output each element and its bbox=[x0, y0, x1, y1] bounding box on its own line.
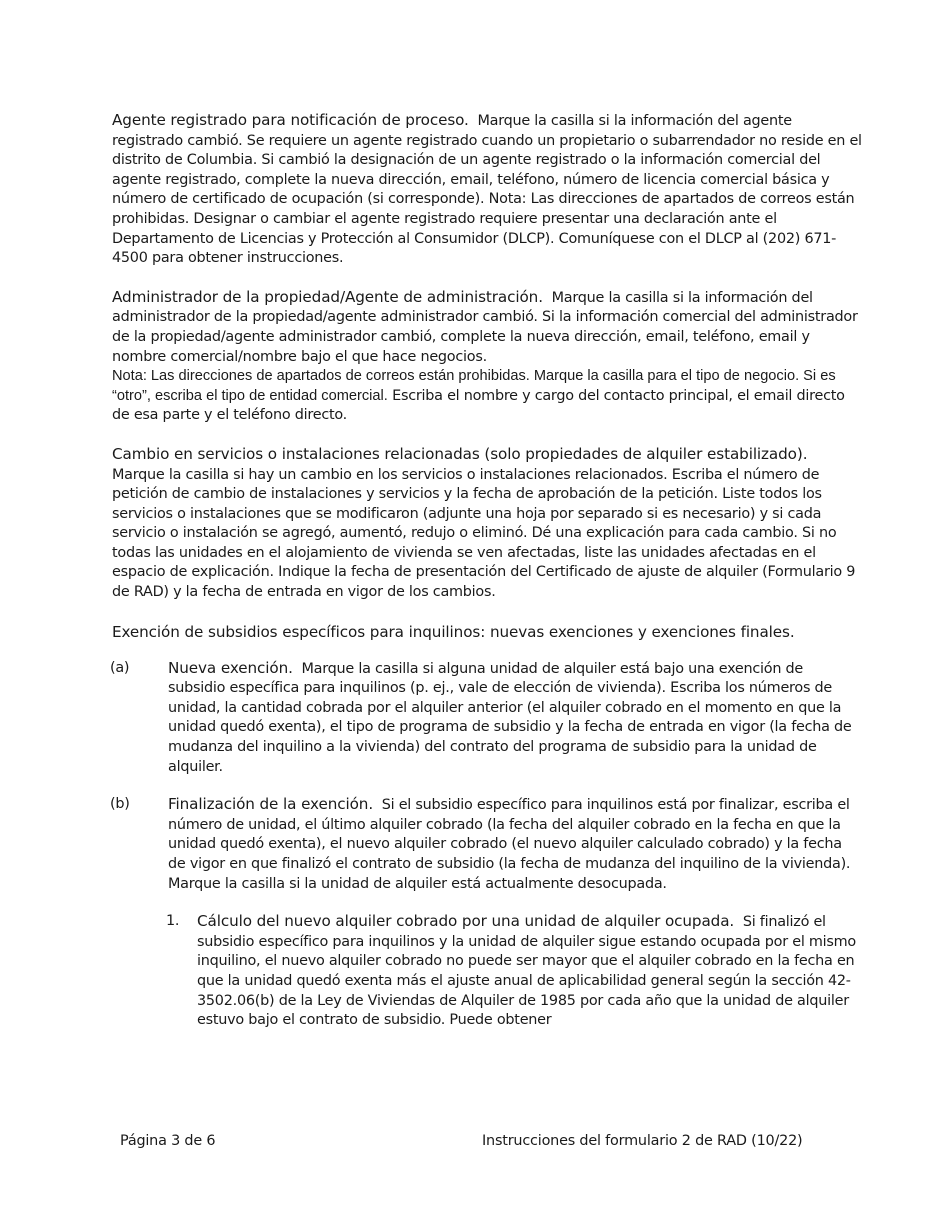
registered-agent-body: Marque la casilla si la información del agente registrado cambió. Se requiere un agente registrado cuando un propietario o subarrendador no reside en el distrito de Columbia. Si cambió la designación de un agente registrado o la información comercial del agente registrado, complete la nueva dirección, email, teléfono, número de licencia comercial básica y número de certificado de ocupación (si corresponde). Nota: Las direcciones de apartados de correos están prohibidas. Designar o cambiar el agente registrado requiere presentar una declaración ante el Departamento de Licencias y Protección al Consumidor (DLCP). Comuníquese con el DLCP al (202) 671-4500 para obtener instrucciones. bbox=[112, 113, 862, 267]
exemption-end-body: Si el subsidio específico para inquilinos está por finalizar, escriba el número de unidad, el último alquiler cobrado (la fecha del alquiler cobrado en la fecha en que la unidad quedó exenta), el nuevo alquiler cobrado (el nuevo alquiler calculado cobrado) y la fecha de vigor en que finalizó el contrato de subsidio (la fecha de mudanza del inquilino de la vivienda). Marque la casilla si la unidad de alquiler está actualmente desocupada. bbox=[168, 797, 851, 892]
page-number: Página 3 de 6 bbox=[120, 1133, 216, 1149]
property-manager-heading: Administrador de la propiedad/Agente de administración. bbox=[112, 287, 543, 306]
property-manager-body-part2: Nota: Las direcciones de apartados de correos están prohibidas. Marque la casilla para el tipo de negocio. Si es “otro”, escriba el tipo de entidad comercial. bbox=[112, 368, 836, 404]
document-page bbox=[112, 111, 862, 1031]
item-a-label: (a) bbox=[110, 659, 130, 676]
form-title-footer: Instrucciones del formulario 2 de RAD (10/22) bbox=[482, 1133, 803, 1149]
occupied-unit-body: Si finalizó el subsidio específico para inquilinos y la unidad de alquiler sigue estando ocupada por el mismo inquilino, el nuevo alquiler cobrado no puede ser mayor que el alquiler cobrado en la fecha en que la unidad quedó exenta más el ajuste anual de aplicabilidad general según la sección 42-3502.06(b) de la Ley de Viviendas de Alquiler de 1985 por cada año que la unidad de alquiler estuvo bajo el contrato de subsidio. Puede obtener bbox=[197, 914, 856, 1029]
new-exemption-body: Marque la casilla si alguna unidad de alquiler está bajo una exención de subsidio específica para inquilinos (p. ej., vale de elección de vivienda). Escriba los números de unidad, la cantidad cobrada por el alquiler anterior (el alquiler cobrado en el momento en que la unidad quedó exenta), el tipo de programa de subsidio y la fecha de entrada en vigor (la fecha de mudanza del inquilino a la vivienda) del contrato del programa de subsidio para la unidad de alquiler. bbox=[168, 660, 852, 775]
property-manager-body-part3: Escriba el nombre y cargo del contacto principal, el email directo de esa parte y el teléfono directo. bbox=[112, 387, 845, 424]
exemption-end-item bbox=[112, 795, 862, 894]
exemption-end-heading: Finalización de la exención. bbox=[168, 795, 374, 814]
services-change-body: Marque la casilla si hay un cambio en los servicios o instalaciones relacionados. Escriba el número de petición de cambio de instalaciones y servicios y la fecha de aprobación de la petición. Liste todos los servicios o instalaciones que se modificaron (adjunte una hoja por separado si es necesario) y si cada servicio o instalación se agregó, aumentó, redujo o eliminó. Dé una explicación para cada cambio. Si no todas las unidades en el alojamiento de vivienda se ven afectadas, liste las unidades afectadas en el espacio de explicación. Indique la fecha de presentación del Certificado de ajuste de alquiler (Formulario 9 de RAD) y la fecha de entrada en vigor de los cambios. bbox=[112, 466, 856, 601]
property-manager-section bbox=[112, 288, 862, 426]
subsidy-exemption-heading: Exención de subsidios específicos para inquilinos: nuevas exenciones y exenciones finales. bbox=[112, 622, 795, 641]
occupied-unit-rent-calculation bbox=[166, 912, 862, 1031]
subitem-number: 1. bbox=[166, 913, 180, 930]
registered-agent-heading: Agente registrado para notificación de proceso. bbox=[112, 111, 469, 129]
item-b-label: (b) bbox=[110, 796, 130, 813]
new-exemption-heading: Nueva exención. bbox=[168, 658, 293, 677]
services-change-section bbox=[112, 445, 862, 603]
services-change-heading: Cambio en servicios o instalaciones relacionadas (solo propiedades de alquiler estabilizado). bbox=[112, 444, 808, 463]
occupied-unit-heading: Cálculo del nuevo alquiler cobrado por una unidad de alquiler ocupada. bbox=[197, 912, 735, 931]
new-exemption-item bbox=[112, 659, 862, 778]
property-manager-body-part1: Marque la casilla si la información del administrador de la propiedad/agente administrador cambió. Si la información comercial del administrador de la propiedad/agente administrador cambió, complete la nueva dirección, email, teléfono, email y nombre comercial/nombre bajo el que hace negocios. bbox=[112, 289, 858, 365]
registered-agent-section bbox=[112, 111, 862, 269]
